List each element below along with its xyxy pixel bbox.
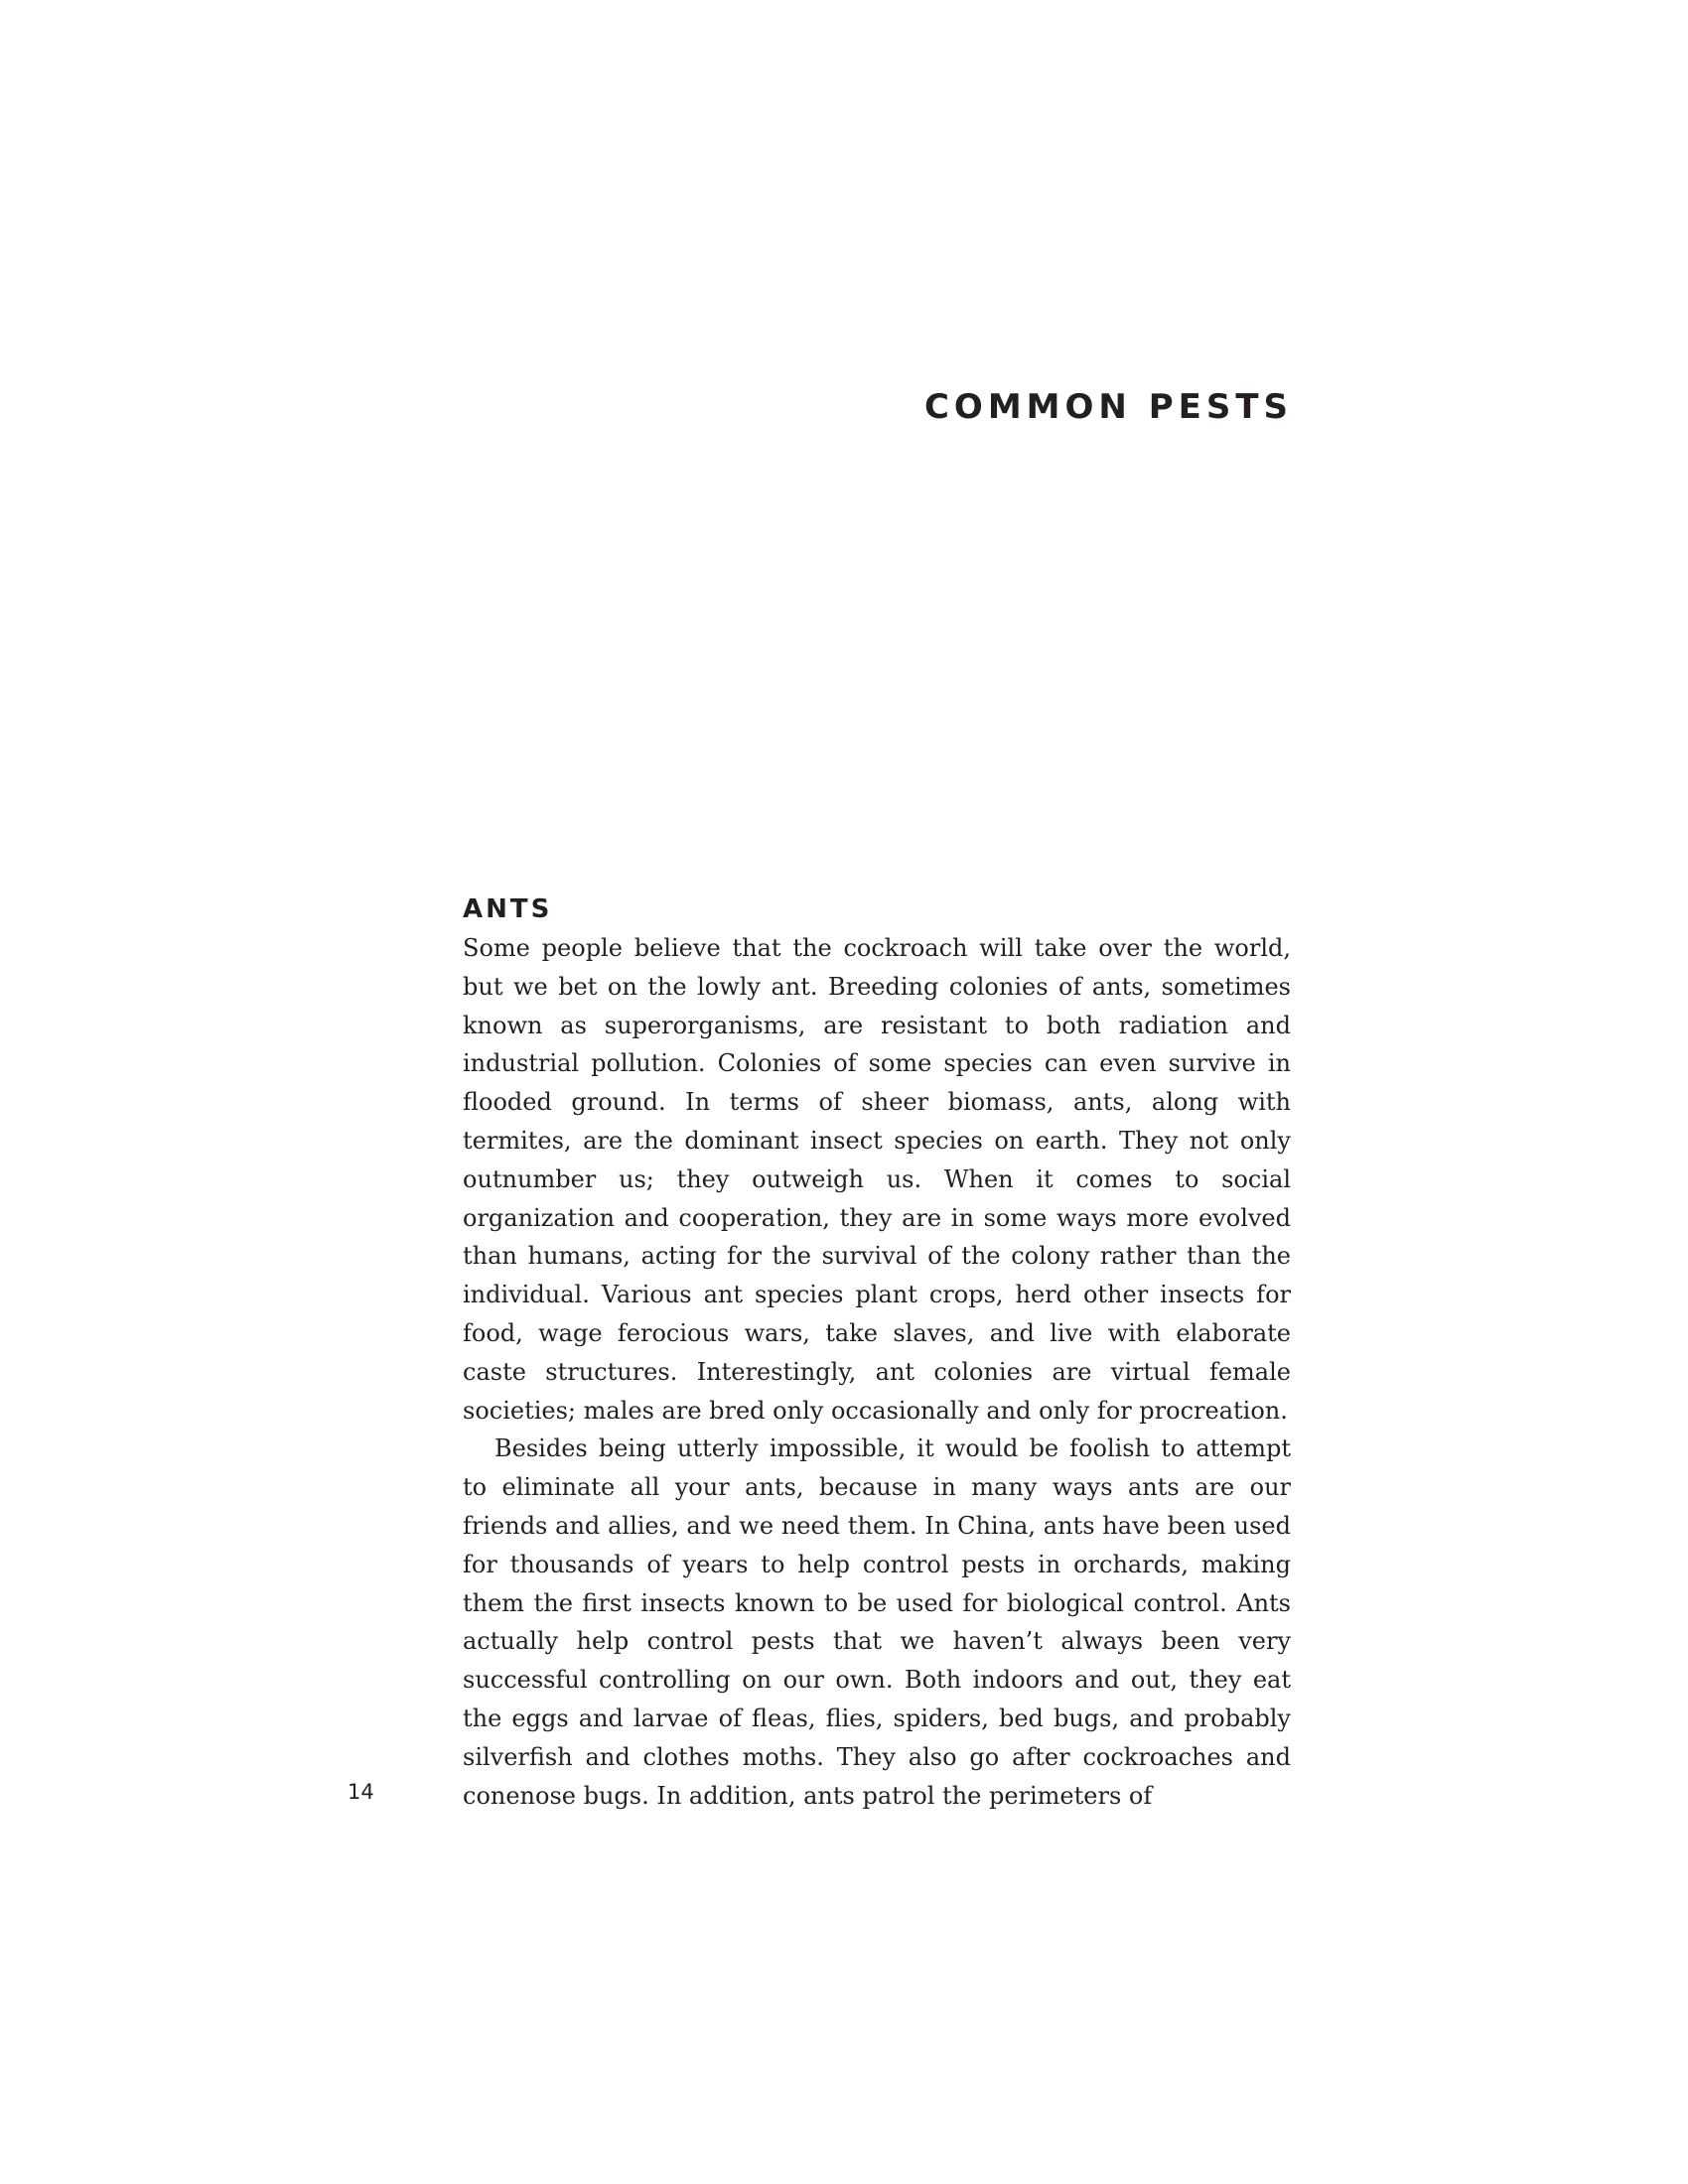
page-number: 14 [348, 1780, 374, 1804]
section-heading: ANTS [463, 894, 553, 924]
body-paragraph-2: Besides being utterly impossible, it would be foolish to attempt to eliminate all your ants, because in many ways ants are our friends and allies, and we need them. In China, ants have been used for thousands of years to help control pests in orchards, making them the first insects known to be used for biological control. Ants actually help control pests that we haven’t always been very successful controlling on our own. Both indoors and out, they eat the eggs and larvae of fleas, flies, spiders, bed bugs, and probably silverfish and clothes moths. They also go after cockroaches and conenose bugs. In addition, ants patrol the perimeters of [463, 1434, 1291, 1810]
section-ants [463, 893, 1291, 1815]
body-paragraph-1: Some people believe that the cockroach will take over the world, but we bet on the lowly ant. Breeding colonies of ants, sometimes known as superorganisms, are resistant to both radiation and industrial pollution. Colonies of some species can even survive in flooded ground. In terms of sheer biomass, ants, along with termites, are the dominant insect species on earth. They not only outnumber us; they outweigh us. When it comes to social organization and cooperation, they are in some ways more evolved than humans, acting for the survival of the colony rather than the individual. Various ant species plant crops, herd other insects for food, wage ferocious wars, take slaves, and live with elaborate caste structures. Interestingly, ant colonies are virtual female societies; males are bred only occasionally and only for procreation. [463, 934, 1291, 1425]
chapter-title: COMMON PESTS [923, 387, 1293, 427]
